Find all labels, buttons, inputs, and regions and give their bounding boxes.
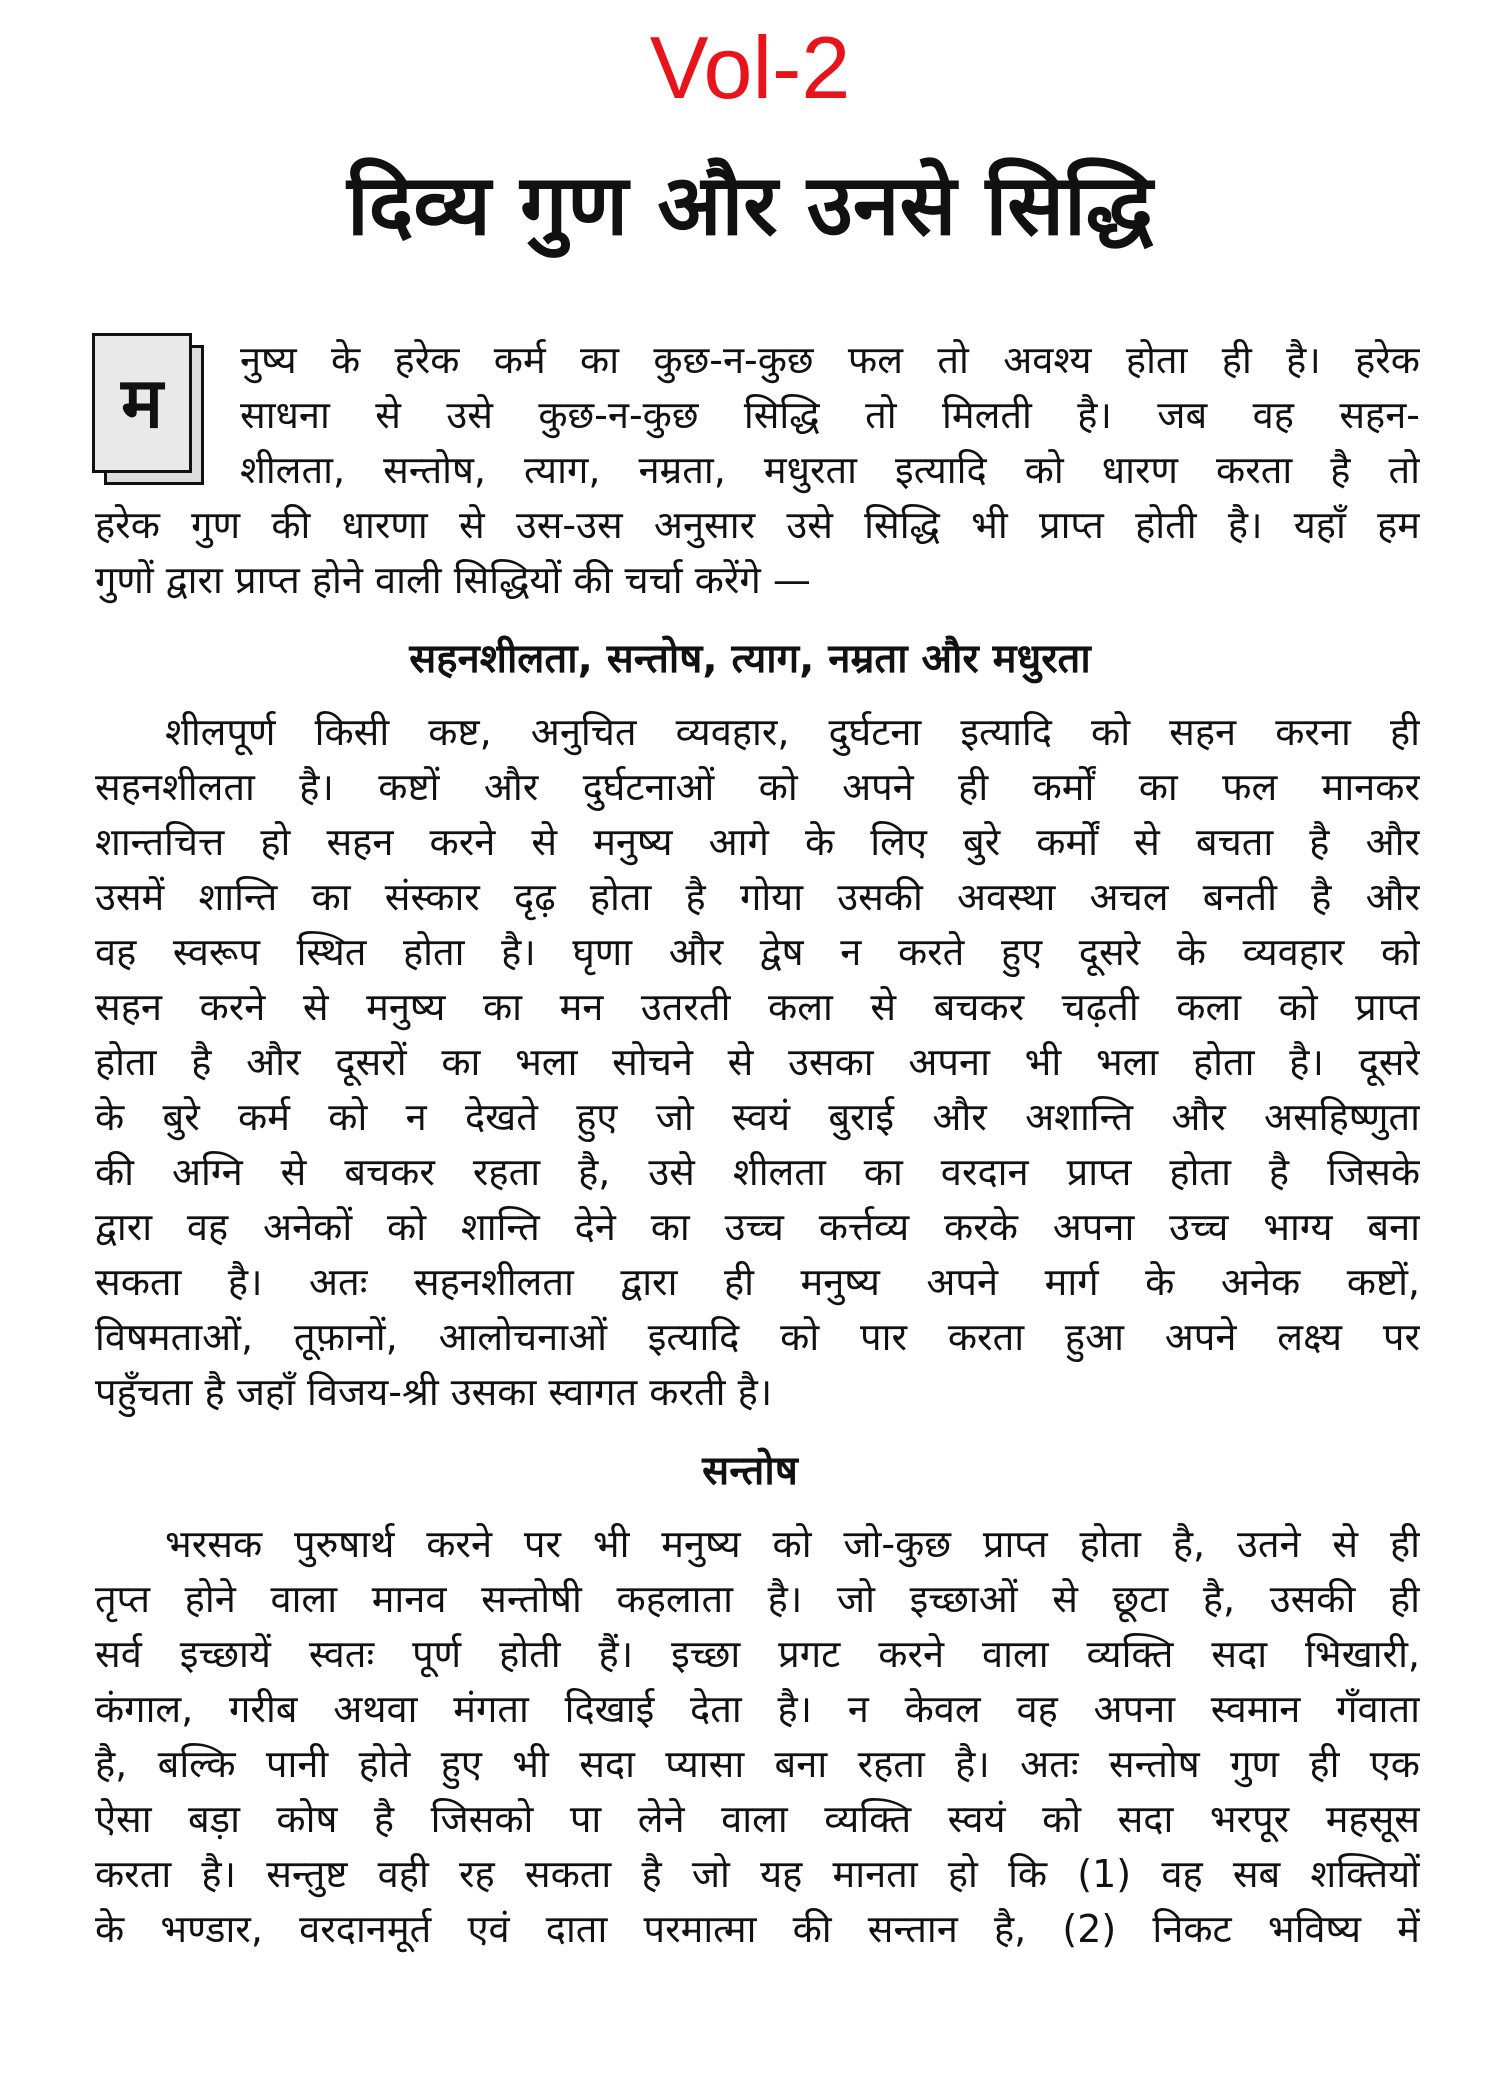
section-heading-virtues: सहनशीलता, सन्तोष, त्याग, नम्रता और मधुरता (409, 636, 1091, 682)
section1-line: शान्तचित्त हो सहन करने से मनुष्य आगे के लिए बुरे कर्मों से बचता है और (95, 820, 1420, 864)
section-heading-santosh: सन्तोष (702, 1448, 798, 1494)
section2-line: ऐसा बड़ा कोष है जिसको पा लेने वाला व्यक्ति स्वयं को सदा भरपूर महसूस (95, 1797, 1420, 1841)
intro-line: शीलता, सन्तोष, त्याग, नम्रता, मधुरता इत्यादि को धारण करता है तो (240, 448, 1420, 492)
section2-line: सर्व इच्छायें स्वतः पूर्ण होती हैं। इच्छा प्रगट करने वाला व्यक्ति सदा भिखारी, (95, 1632, 1420, 1676)
intro-line: हरेक गुण की धारणा से उस-उस अनुसार उसे सिद्धि भी प्राप्त होती है। यहाँ हम (95, 503, 1420, 547)
drop-cap-letter: म (92, 333, 192, 473)
section2-line: करता है। सन्तुष्ट वही रह सकता है जो यह मानता हो कि (1) वह सब शक्तियों (95, 1852, 1420, 1896)
section1-line: शीलपूर्ण किसी कष्ट, अनुचित व्यवहार, दुर्घटना इत्यादि को सहन करना ही (165, 710, 1420, 754)
section1-line: सकता है। अतः सहनशीलता द्वारा ही मनुष्य अपने मार्ग के अनेक कष्टों, (95, 1260, 1420, 1304)
intro-line: साधना से उसे कुछ-न-कुछ सिद्धि तो मिलती है। जब वह सहन- (240, 393, 1420, 437)
section1-line: द्वारा वह अनेकों को शान्ति देने का उच्च कर्त्तव्य करके अपना उच्च भाग्य बना (95, 1205, 1420, 1249)
section1-line: के बुरे कर्म को न देखते हुए जो स्वयं बुराई और अशान्ति और असहिष्णुता (95, 1095, 1420, 1139)
section1-line: की अग्नि से बचकर रहता है, उसे शीलता का वरदान प्राप्त होता है जिसके (95, 1150, 1420, 1194)
section2-line: कंगाल, गरीब अथवा मंगता दिखाई देता है। न केवल वह अपना स्वमान गँवाता (95, 1687, 1420, 1731)
drop-cap-box (92, 333, 212, 493)
section1-line: सहन करने से मनुष्य का मन उतरती कला से बचकर चढ़ती कला को प्राप्त (95, 985, 1420, 1029)
section2-line: भरसक पुरुषार्थ करने पर भी मनुष्य को जो-कुछ प्राप्त होता है, उतने से ही (165, 1522, 1420, 1566)
section1-line: सहनशीलता है। कष्टों और दुर्घटनाओं को अपने ही कर्मों का फल मानकर (95, 765, 1420, 809)
section1-line: वह स्वरूप स्थित होता है। घृणा और द्वेष न करते हुए दूसरे के व्यवहार को (95, 930, 1420, 974)
volume-label: Vol-2 (649, 18, 851, 117)
section1-line: पहुँचता है जहाँ विजय-श्री उसका स्वागत करती है। (95, 1370, 773, 1414)
section1-line: होता है और दूसरों का भला सोचने से उसका अपना भी भला होता है। दूसरे (95, 1040, 1420, 1084)
page-title: दिव्य गुण और उनसे सिद्धि (347, 156, 1153, 254)
section1-line: उसमें शान्ति का संस्कार दृढ़ होता है गोया उसकी अवस्था अचल बनती है और (95, 875, 1420, 919)
intro-line: नुष्य के हरेक कर्म का कुछ-न-कुछ फल तो अवश्य होता ही है। हरेक (240, 338, 1420, 382)
intro-line: गुणों द्वारा प्राप्त होने वाली सिद्धियों की चर्चा करेंगे — (95, 558, 811, 602)
section2-line: तृप्त होने वाला मानव सन्तोषी कहलाता है। जो इच्छाओं से छूटा है, उसकी ही (95, 1577, 1420, 1621)
section2-line: है, बल्कि पानी होते हुए भी सदा प्यासा बना रहता है। अतः सन्तोष गुण ही एक (95, 1742, 1420, 1786)
section1-line: विषमताओं, तूफ़ानों, आलोचनाओं इत्यादि को पार करता हुआ अपने लक्ष्य पर (95, 1315, 1420, 1359)
section2-line: के भण्डार, वरदानमूर्त एवं दाता परमात्मा की सन्तान है, (2) निकट भविष्य में (95, 1907, 1420, 1951)
